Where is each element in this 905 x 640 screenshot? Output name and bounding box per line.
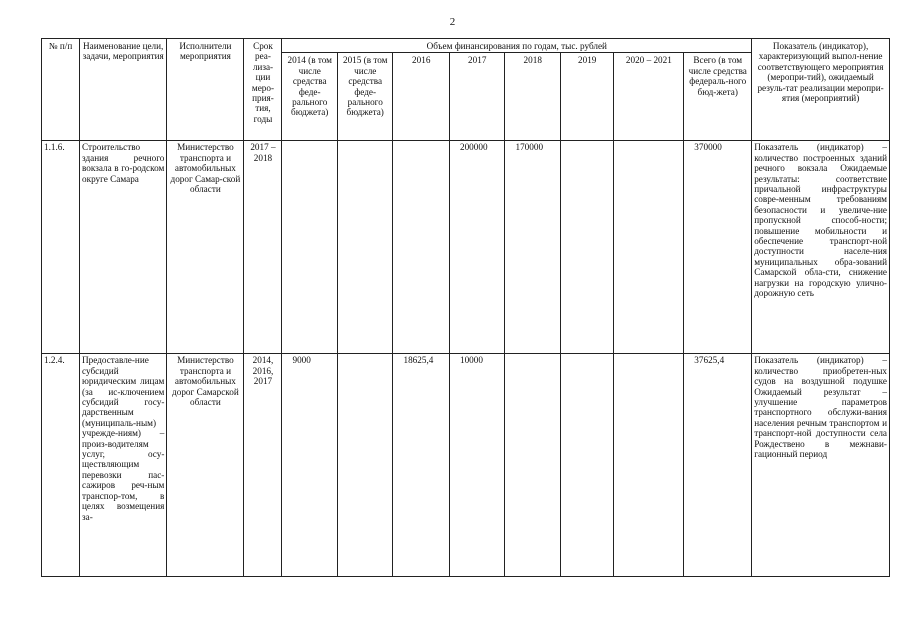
row-name: Предоставле-ние субсидий юридическим лицам (за ис-ключением субсидий госу-дарственным (муниципаль-ным) учрежде-ниям) – произ-водителям услуг, осу-ществляющим перевозки пас-сажиров реч-ным транспор-том, в целях возмещения за- (80, 354, 167, 577)
header-2020-2021: 2020 – 2021 (614, 53, 684, 141)
header-term: Срок реа-лиза-ции меро-прия-тия, годы (244, 39, 282, 141)
row-2019 (560, 141, 613, 354)
row-num: 1.1.6. (42, 141, 80, 354)
header-indicator: Показатель (индикатор), характеризующий выпол-нение соответствующего мероприятия (меропри-тий), ожидаемый резуль-тат реализации меропри-ятия (мероприятий) (752, 39, 890, 141)
row-term: 2014, 2016, 2017 (244, 354, 282, 577)
table-row (42, 354, 890, 577)
row-term: 2017 – 2018 (244, 141, 282, 354)
row-2017: 200000 (449, 141, 505, 354)
row-indicator: Показатель (индикатор) – количество приобретен-ных судов на воздушной подушке Ожидаемый результат – улучшение параметров транспортного обслужи-вания населения речным транспортом и транспорт-ной доступности села Рождествено в межнави-гационный период (752, 354, 890, 577)
row-executor: Министерство транспорта и автомобильных дорог Самарской области (167, 354, 244, 577)
row-name: Строительство здания речного вокзала в го-родском округе Самара (80, 141, 167, 354)
header-total: Всего (в том числе средства федераль-ного бюд-жета) (684, 53, 752, 141)
row-2015 (337, 141, 393, 354)
header-financing: Объем финансирования по годам, тыс. рублей (282, 39, 752, 53)
header-name: Наименование цели, задачи, мероприятия (80, 39, 167, 141)
header-num: № п/п (42, 39, 80, 141)
row-num: 1.2.4. (42, 354, 80, 577)
table-row (42, 141, 890, 354)
row-2017: 10000 (449, 354, 505, 577)
row-2016 (393, 141, 450, 354)
row-total: 37625,4 (684, 354, 752, 577)
row-2020-2021 (614, 354, 684, 577)
header-2017: 2017 (449, 53, 505, 141)
header-executors: Исполнители мероприятия (167, 39, 244, 141)
row-2019 (560, 354, 613, 577)
row-2018: 170000 (505, 141, 561, 354)
row-total: 370000 (684, 141, 752, 354)
header-2015: 2015 (в том числе средства феде-рального бюджета) (337, 53, 393, 141)
row-2020-2021 (614, 141, 684, 354)
page-number: 2 (449, 16, 456, 28)
header-2018: 2018 (505, 53, 561, 141)
financing-table (41, 38, 890, 577)
header-2019: 2019 (560, 53, 613, 141)
row-2014 (282, 141, 338, 354)
header-2016: 2016 (393, 53, 450, 141)
row-2015 (337, 354, 393, 577)
row-2018 (505, 354, 561, 577)
header-2014: 2014 (в том числе средства феде-рального бюджета) (282, 53, 338, 141)
row-2014: 9000 (282, 354, 338, 577)
row-executor: Министерство транспорта и автомобильных дорог Самар-ской области (167, 141, 244, 354)
row-2016: 18625,4 (393, 354, 450, 577)
row-indicator: Показатель (индикатор) – количество построенных зданий речного вокзала Ожидаемые результаты: соответствие причальной инфраструктуры совре-менным требованиям безопасности и увеличе-ние пропускной способ-ности; повышение мобильности и обеспечение транспорт-ной доступности населе-ния муниципальных обра-зований Самарской обла-сти, снижение нагрузки на городскую улично-дорожную сеть (752, 141, 890, 354)
